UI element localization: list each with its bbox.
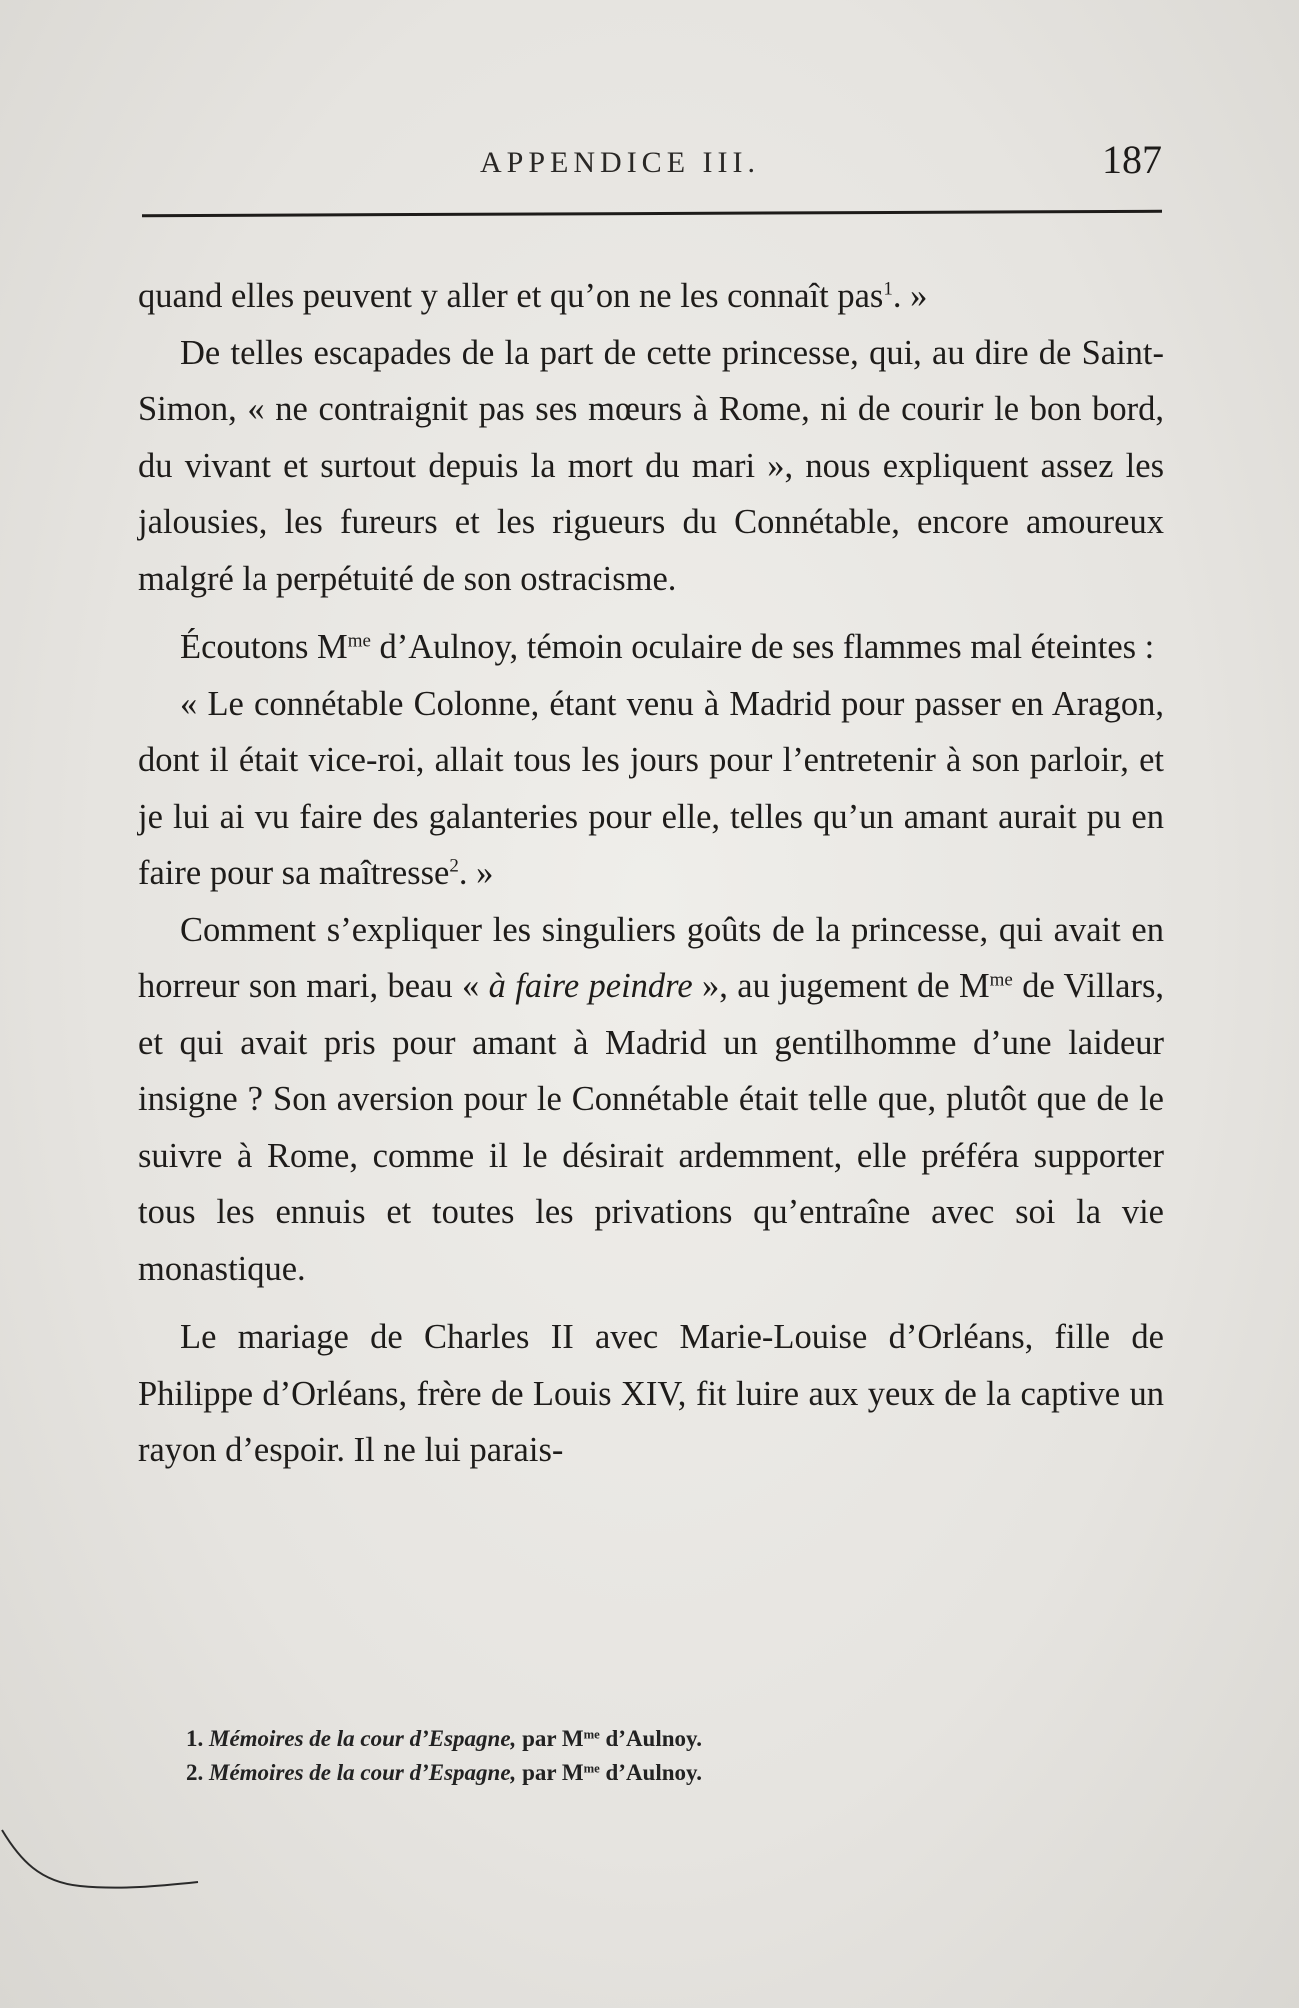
text-run: . » bbox=[892, 277, 928, 315]
footnotes bbox=[186, 1722, 1086, 1790]
footnote-number: 1. bbox=[186, 1726, 204, 1751]
text-run: d’Aulnoy. bbox=[599, 1726, 703, 1751]
footnote-title: Mémoires de la cour d’Espagne, bbox=[209, 1726, 517, 1751]
body-text bbox=[138, 268, 1164, 1479]
text-run: quand elles peuvent y aller et qu’on ne les connaît pas bbox=[138, 277, 884, 315]
paragraph-escapades: De telles escapades de la part de cette princesse, qui, au dire de Saint-Simon, « ne contraignit pas ses mœurs à Rome, ni de courir le bon bord, du vivant et surtout depuis la mort du mari », nous expliquent assez les jalousies, les fureurs et les rigueurs du Connétable, encore amoureux malgré la perpétuité de son ostracisme. bbox=[138, 333, 1164, 598]
paragraph-ecoutons bbox=[138, 619, 1164, 676]
italic-phrase: à faire peindre bbox=[488, 967, 693, 1005]
paragraph-mariage: Le mariage de Charles II avec Marie-Louise d’Orléans, fille de Philippe d’Orléans, frère de Louis XIV, fit luire aux yeux de la captive un rayon d’espoir. Il ne lui parais- bbox=[138, 1318, 1164, 1469]
paragraph-continuation bbox=[138, 268, 1164, 325]
footnote-1 bbox=[186, 1722, 1086, 1756]
abbrev-superscript: me bbox=[583, 1727, 600, 1742]
abbrev-superscript: me bbox=[989, 969, 1013, 991]
text-run: Écoutons M bbox=[180, 628, 348, 666]
paragraph-quotation bbox=[138, 676, 1164, 902]
text-run: d’Aulnoy. bbox=[599, 1760, 703, 1785]
abbrev-superscript: me bbox=[583, 1761, 600, 1776]
text-run: par M bbox=[522, 1726, 584, 1751]
paragraph-comment bbox=[138, 902, 1164, 1298]
footnote-title: Mémoires de la cour d’Espagne, bbox=[209, 1760, 517, 1785]
pen-stroke-mark bbox=[0, 1820, 200, 1940]
footnote-2 bbox=[186, 1756, 1086, 1790]
abbrev-superscript: me bbox=[347, 630, 371, 652]
footnote-ref-2: 2 bbox=[449, 855, 459, 877]
text-run: « Le connétable Colonne, étant venu à Madrid pour passer en Aragon, dont il était vice-roi, allait tous les jours pour l’entretenir à son parloir, et je lui ai vu faire des galanteries pour elle, telles qu’un amant aurait pu en faire pour sa maîtresse bbox=[138, 684, 1164, 892]
text-run: Comment s’expliquer les singuliers goûts de la princesse, qui avait en horreur son mari, beau « bbox=[138, 910, 1164, 1005]
footnote-number: 2. bbox=[186, 1760, 204, 1785]
text-run: . » bbox=[458, 854, 494, 892]
running-title: APPENDICE III. bbox=[480, 146, 760, 179]
footnote-ref-1: 1 bbox=[883, 278, 893, 300]
running-head bbox=[140, 136, 1162, 196]
text-run: de Villars, et qui avait pris pour amant à Madrid un gentilhomme d’une laideur insigne ? Son aversion pour le Connétable était telle que, plutôt que de le suivre à Rome, comme il le désirait ardemment, elle préféra supporter tous les ennuis et toutes les privations qu’entraîne avec soi la vie monastique. bbox=[138, 967, 1164, 1288]
text-run: », au jugement de M bbox=[692, 967, 990, 1005]
page-number: 187 bbox=[1102, 137, 1162, 182]
text-run: d’Aulnoy, témoin oculaire de ses flammes mal éteintes : bbox=[370, 628, 1155, 666]
text-run: par M bbox=[522, 1760, 584, 1785]
header-rule bbox=[142, 210, 1162, 217]
